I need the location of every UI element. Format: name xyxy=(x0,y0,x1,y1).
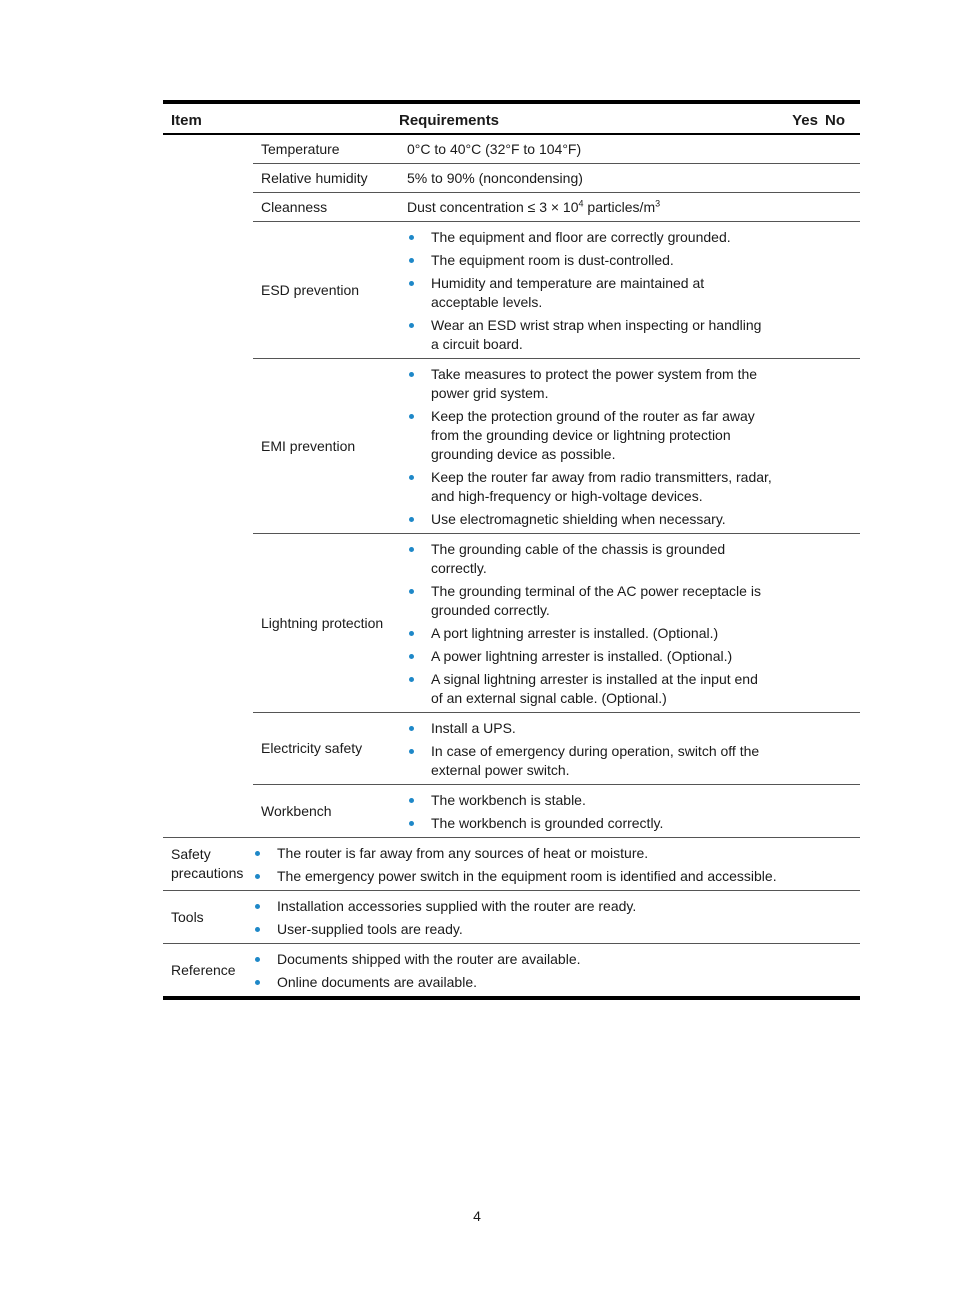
table-row xyxy=(163,944,860,999)
no-cell[interactable] xyxy=(820,359,860,534)
list-item-text: The workbench is stable. xyxy=(431,792,586,808)
requirement-list-cell xyxy=(253,891,780,944)
no-cell[interactable] xyxy=(820,534,860,713)
list-item-text: In case of emergency during operation, switch off the external power switch. xyxy=(431,743,760,778)
yes-cell[interactable] xyxy=(780,785,820,838)
yes-cell[interactable] xyxy=(780,164,820,193)
header-yes: Yes xyxy=(780,102,820,134)
exponent: 4 xyxy=(578,197,584,208)
list-item-text: The equipment room is dust-controlled. xyxy=(431,252,674,268)
list-item-text: Documents shipped with the router are available. xyxy=(277,951,581,967)
list-item xyxy=(407,670,772,708)
bullet-list xyxy=(253,838,780,890)
table-row xyxy=(163,222,860,359)
requirement-list-cell xyxy=(399,713,780,785)
header-item: Item xyxy=(163,102,399,134)
list-item-text: A port lightning arrester is installed. (Optional.) xyxy=(431,625,719,641)
item-name: Lightning protection xyxy=(253,534,399,713)
list-item-text: The grounding cable of the chassis is grounded correctly. xyxy=(431,541,726,576)
list-item-text: Install a UPS. xyxy=(431,720,516,736)
list-item xyxy=(253,950,780,969)
bullet-icon xyxy=(409,677,414,682)
bullet-icon xyxy=(255,904,260,909)
environment-category-cell xyxy=(163,134,253,838)
requirement-text: 5% to 90% (noncondensing) xyxy=(399,164,780,193)
list-item-text: Online documents are available. xyxy=(277,974,478,990)
list-item xyxy=(407,624,772,643)
list-item xyxy=(407,407,772,464)
bullet-icon xyxy=(409,323,414,328)
yes-cell[interactable] xyxy=(780,359,820,534)
yes-cell[interactable] xyxy=(780,134,820,164)
list-item xyxy=(407,228,772,247)
item-name: Electricity safety xyxy=(253,713,399,785)
bullet-icon xyxy=(409,726,414,731)
no-cell[interactable] xyxy=(820,838,860,891)
bullet-icon xyxy=(255,957,260,962)
no-cell[interactable] xyxy=(820,713,860,785)
bullet-list xyxy=(253,891,780,943)
cleanness-unit: particles/m xyxy=(583,198,656,215)
no-cell[interactable] xyxy=(820,891,860,944)
bullet-icon xyxy=(409,631,414,636)
table-row xyxy=(163,785,860,838)
category-name: Reference xyxy=(163,944,253,999)
table-row xyxy=(163,891,860,944)
bullet-icon xyxy=(409,749,414,754)
no-cell[interactable] xyxy=(820,944,860,999)
list-item xyxy=(253,973,780,992)
table-row xyxy=(163,134,860,164)
bullet-list xyxy=(253,944,780,996)
list-item-text: A power lightning arrester is installed. (Optional.) xyxy=(431,648,733,664)
yes-cell[interactable] xyxy=(780,713,820,785)
exponent: 3 xyxy=(655,197,661,208)
bullet-icon xyxy=(409,547,414,552)
bullet-list xyxy=(407,713,772,784)
checklist-table xyxy=(163,100,860,1000)
bullet-icon xyxy=(409,654,414,659)
bullet-icon xyxy=(409,798,414,803)
list-item-text: Take measures to protect the power system from the power grid system. xyxy=(431,366,758,401)
item-name: ESD prevention xyxy=(253,222,399,359)
no-cell[interactable] xyxy=(820,134,860,164)
bullet-icon xyxy=(255,851,260,856)
list-item xyxy=(407,274,772,312)
header-no: No xyxy=(820,102,860,134)
table-row xyxy=(163,838,860,891)
list-item-text: The grounding terminal of the AC power receptacle is grounded correctly. xyxy=(431,583,761,618)
yes-cell[interactable] xyxy=(780,838,820,891)
list-item-text: Use electromagnetic shielding when necessary. xyxy=(431,511,726,527)
list-item xyxy=(407,647,772,666)
header-requirements: Requirements xyxy=(399,102,780,134)
bullet-list xyxy=(407,359,772,533)
list-item xyxy=(253,844,780,863)
list-item xyxy=(407,742,772,780)
list-item-text: Installation accessories supplied with the router are ready. xyxy=(277,898,637,914)
list-item xyxy=(407,468,772,506)
list-item xyxy=(407,540,772,578)
item-name: EMI prevention xyxy=(253,359,399,534)
list-item-text: User-supplied tools are ready. xyxy=(277,921,463,937)
bullet-icon xyxy=(409,821,414,826)
no-cell[interactable] xyxy=(820,193,860,222)
bullet-icon xyxy=(255,927,260,932)
yes-cell[interactable] xyxy=(780,534,820,713)
no-cell[interactable] xyxy=(820,785,860,838)
bullet-icon xyxy=(409,258,414,263)
header-row xyxy=(163,102,860,134)
list-item-text: Keep the protection ground of the router as far away from the grounding device or lightning protection grounding device as possible. xyxy=(431,408,755,462)
yes-cell[interactable] xyxy=(780,891,820,944)
yes-cell[interactable] xyxy=(780,944,820,999)
list-item xyxy=(407,791,772,810)
requirement-text xyxy=(399,193,780,222)
bullet-icon xyxy=(409,517,414,522)
no-cell[interactable] xyxy=(820,164,860,193)
list-item-text: Humidity and temperature are maintained at acceptable levels. xyxy=(431,275,705,310)
no-cell[interactable] xyxy=(820,222,860,359)
list-item-text: The router is far away from any sources of heat or moisture. xyxy=(277,845,649,861)
table-row xyxy=(163,534,860,713)
list-item xyxy=(407,316,772,354)
bullet-icon xyxy=(255,980,260,985)
bullet-icon xyxy=(255,874,260,879)
list-item-text: A signal lightning arrester is installed at the input end of an external signal cable. (Optional.) xyxy=(431,671,758,706)
requirement-list-cell xyxy=(399,222,780,359)
category-name: Safety precautions xyxy=(163,838,253,891)
item-name: Workbench xyxy=(253,785,399,838)
yes-cell[interactable] xyxy=(780,222,820,359)
list-item xyxy=(407,510,772,529)
category-name: Tools xyxy=(163,891,253,944)
requirement-text: 0°C to 40°C (32°F to 104°F) xyxy=(399,134,780,164)
list-item xyxy=(253,920,780,939)
list-item xyxy=(253,897,780,916)
cleanness-prefix: Dust concentration ≤ 3 × 10 xyxy=(407,198,579,215)
bullet-list xyxy=(407,785,772,837)
list-item xyxy=(407,814,772,833)
list-item-text: Keep the router far away from radio transmitters, radar, and high-frequency or high-voltage devices. xyxy=(431,469,772,504)
page-number: 4 xyxy=(473,1208,481,1224)
list-item xyxy=(253,867,780,886)
bullet-list xyxy=(407,222,772,358)
yes-cell[interactable] xyxy=(780,193,820,222)
bullet-icon xyxy=(409,589,414,594)
item-name: Cleanness xyxy=(253,193,399,222)
requirement-list-cell xyxy=(253,838,780,891)
item-name: Relative humidity xyxy=(253,164,399,193)
table-row xyxy=(163,713,860,785)
bullet-icon xyxy=(409,372,414,377)
list-item-text: The emergency power switch in the equipment room is identified and accessible. xyxy=(277,868,777,884)
list-item xyxy=(407,719,772,738)
bullet-icon xyxy=(409,281,414,286)
item-name: Temperature xyxy=(253,134,399,164)
bullet-icon xyxy=(409,414,414,419)
requirement-list-cell xyxy=(399,785,780,838)
table-row xyxy=(163,164,860,193)
list-item-text: The equipment and floor are correctly grounded. xyxy=(431,229,731,245)
requirement-list-cell xyxy=(253,944,780,999)
list-item-text: Wear an ESD wrist strap when inspecting or handling a circuit board. xyxy=(431,317,762,352)
list-item xyxy=(407,251,772,270)
list-item xyxy=(407,582,772,620)
requirement-list-cell xyxy=(399,534,780,713)
bullet-icon xyxy=(409,235,414,240)
bullet-list xyxy=(407,534,772,712)
bullet-icon xyxy=(409,475,414,480)
table-row xyxy=(163,359,860,534)
list-item-text: The workbench is grounded correctly. xyxy=(431,815,664,831)
list-item xyxy=(407,365,772,403)
requirement-list-cell xyxy=(399,359,780,534)
table-row xyxy=(163,193,860,222)
